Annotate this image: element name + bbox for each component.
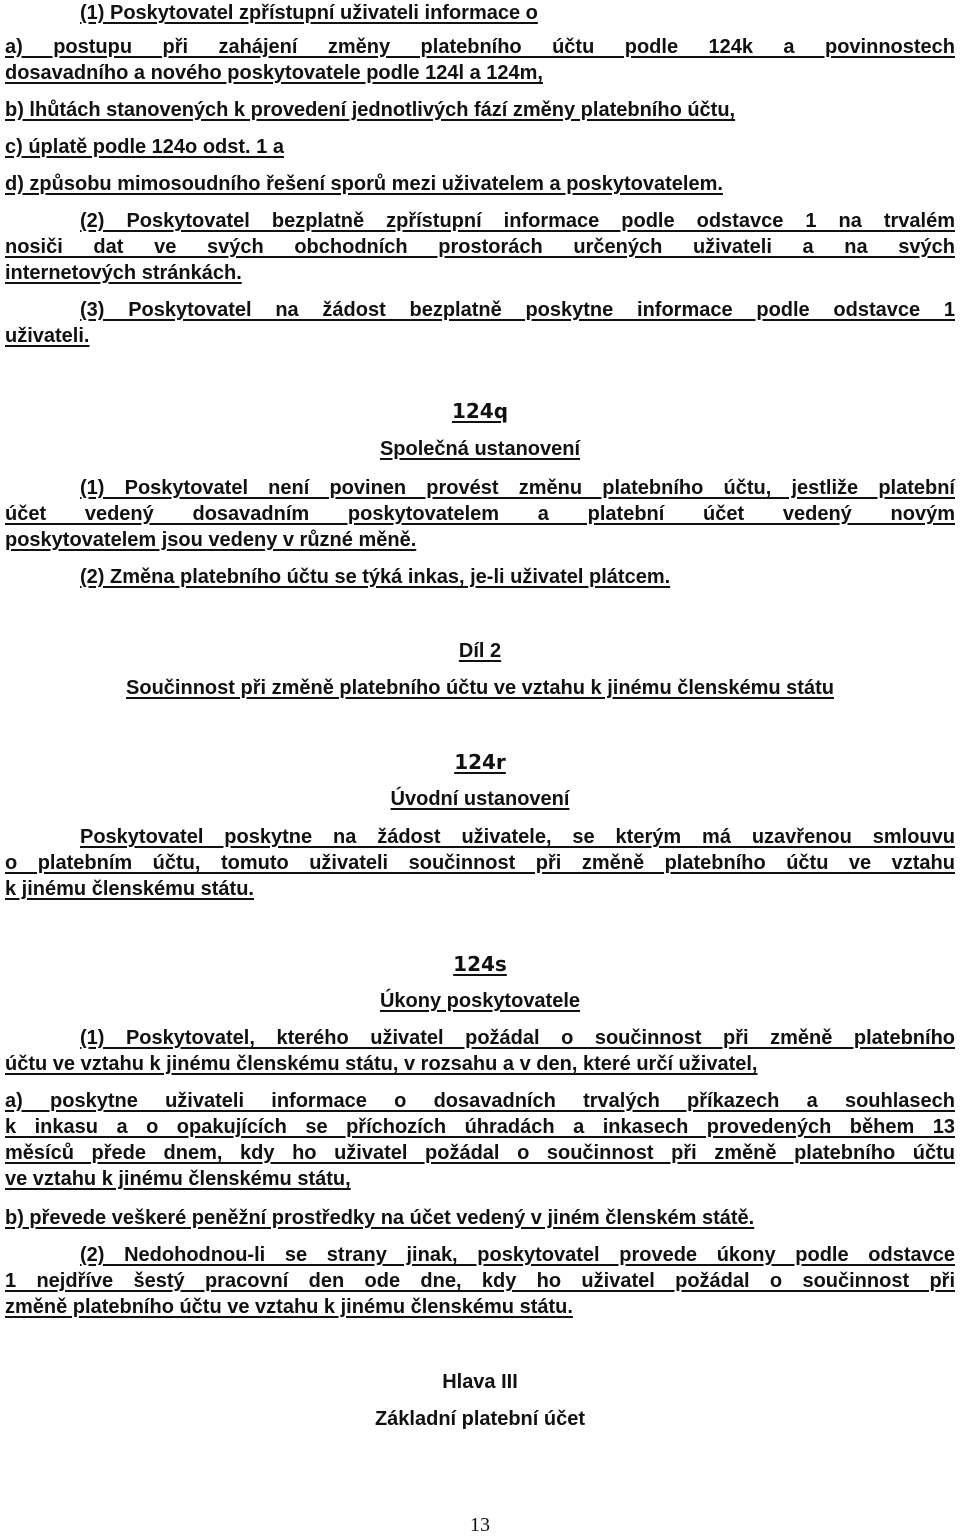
s124r-line-2: o platebním účtu, tomuto uživateli součinnost při změně platebního účtu ve vztahu [5,852,955,874]
item-c: c) úplatě podle 124o odst. 1 a [5,136,284,158]
paragraph-3-line-1: (3) Poskytovatel na žádost bezplatně poskytne informace podle odstavce 1 [80,299,955,321]
s124s-item-b: b) převede veškeré peněžní prostředky na účet vedený v jiném členském státě. [5,1207,755,1229]
s124s-paragraph-1-line-2: účtu ve vztahu k jinému členskému státu, v rozsahu a v den, které určí uživatel, [5,1053,758,1075]
s124s-paragraph-2-line-1: (2) Nedohodnou-li se strany jinak, poskytovatel provede úkony podle odstavce [80,1244,955,1266]
paragraph-1-intro: (1) Poskytovatel zpřístupní uživateli informace o [80,2,538,24]
item-a-line-1: a) postupu při zahájení změny platebního účtu podle 124k a povinnostech [5,36,955,58]
paragraph-3-line-2: uživateli. [5,325,90,347]
s124s-paragraph-2-line-3: změně platebního účtu ve vztahu k jinému členskému státu. [5,1296,573,1318]
s124s-item-a-line-1: a) poskytne uživateli informace o dosavadních trvalých příkazech a souhlasech [5,1090,955,1112]
hlava-3-title: Základní platební účet [374,1408,586,1430]
s124s-paragraph-2-line-2: 1 nejdříve šestý pracovní den ode dne, kdy ho uživatel požádal o součinnost při [5,1270,955,1292]
section-124q-heading: 124q [451,399,509,423]
section-124s-title: Úkony poskytovatele [379,990,581,1012]
section-124r-title: Úvodní ustanovení [390,788,570,810]
s124q-paragraph-1-line-3: poskytovatelem jsou vedeny v různé měně. [5,529,417,551]
page-number: 13 [470,1514,490,1536]
paragraph-2-line-2: nosiči dat ve svých obchodních prostorách určených uživateli a na svých [5,236,955,258]
paragraph-2-line-3: internetových stránkách. [5,262,242,284]
s124s-item-a-line-2: k inkasu a o opakujících se příchozích úhradách a inkasech provedených během 13 [5,1116,955,1138]
s124q-paragraph-2: (2) Změna platebního účtu se týká inkas, je-li uživatel plátcem. [80,566,671,588]
section-124r-heading: 124r [454,750,506,774]
s124q-paragraph-1-line-2: účet vedený dosavadním poskytovatelem a platební účet vedený novým [5,503,955,525]
s124s-paragraph-1-line-1: (1) Poskytovatel, kterého uživatel požádal o součinnost při změně platebního [80,1027,955,1049]
paragraph-2-line-1: (2) Poskytovatel bezplatně zpřístupní informace podle odstavce 1 na trvalém [80,210,955,232]
section-124q-title: Společná ustanovení [379,438,581,460]
section-124s-heading: 124s [453,952,507,976]
s124q-paragraph-1-line-1: (1) Poskytovatel není povinen provést změnu platebního účtu, jestliže platební [80,477,955,499]
s124r-line-1: Poskytovatel poskytne na žádost uživatele, se kterým má uzavřenou smlouvu [80,826,955,848]
s124s-item-a-line-3: měsíců přede dnem, kdy ho uživatel požádal o součinnost při změně platebního účtu [5,1142,955,1164]
s124r-line-3: k jinému členskému státu. [5,878,254,900]
item-a-line-2: dosavadního a nového poskytovatele podle 124l a 124m, [5,62,543,84]
s124s-item-a-line-4: ve vztahu k jinému členskému státu, [5,1168,351,1190]
hlava-3-heading: Hlava III [442,1371,518,1393]
dil-2-heading: Díl 2 [458,640,502,662]
item-b: b) lhůtách stanovených k provedení jednotlivých fází změny platebního účtu, [5,99,736,121]
dil-2-title: Součinnost při změně platebního účtu ve vztahu k jinému členskému státu [126,677,834,699]
item-d: d) způsobu mimosoudního řešení sporů mezi uživatelem a poskytovatelem. [5,173,723,195]
